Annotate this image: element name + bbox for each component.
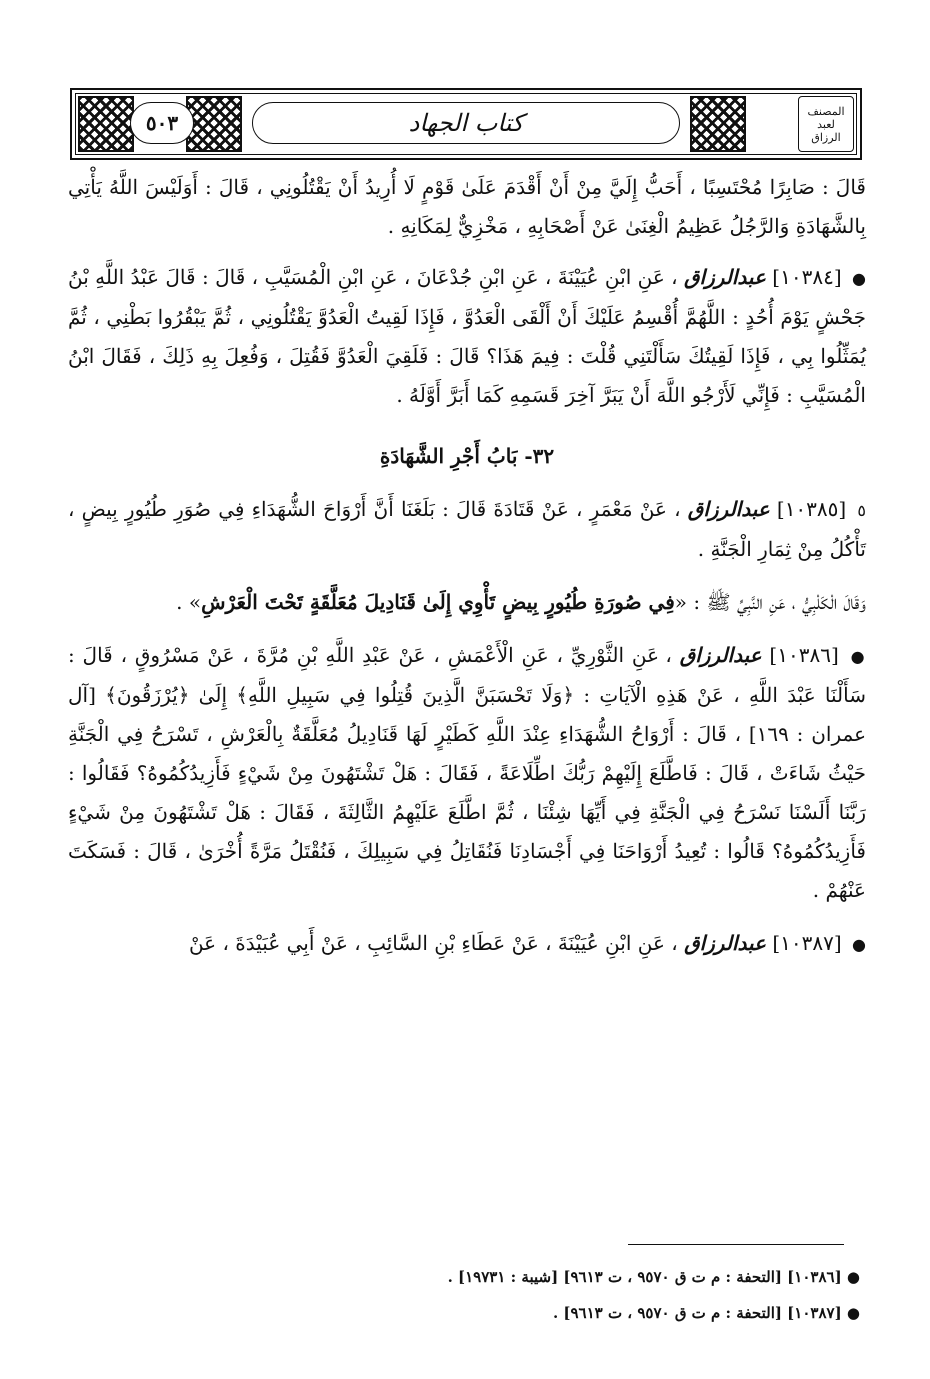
hadith-author: عبدالرزاق — [684, 931, 766, 955]
hadith-text: ، عَنْ مَعْمَرٍ ، عَنْ قَتَادَةَ قَالَ : بَلَغَنَا أَنَّ أَرْوَاحَ الشُّهَدَاءِ فِي صُوَرِ طُيُورٍ بِيضٍ ، تَأْكُلُ مِنْ ثِمَارِ الْجَنَّةِ . — [68, 497, 866, 561]
page-header — [70, 88, 862, 160]
footnote-divider — [628, 1244, 844, 1245]
footnote-10386: ● [١٠٣٨٦] [التحفة : م ت ق ٩٥٧٠ ، ت ٩٦١٣] [شيبة : ١٩٧٣١] . — [447, 1268, 860, 1286]
prophetic-quote: فِي صُورَةِ طُيُورٍ بِيضٍ تَأْوِي إِلَىٰ قَنَادِيلَ مُعَلَّقَةٍ تَحْتَ الْعَرْشِ — [201, 590, 675, 614]
hadith-marker: ٥ — [857, 501, 866, 520]
ornament-right-inner — [690, 96, 746, 152]
paragraph-continuation — [68, 168, 866, 246]
hadith-author: عبدالرزاق — [684, 265, 766, 289]
footnote-10387: ● [١٠٣٨٧] [التحفة : م ت ق ٩٥٧٠ ، ت ٩٦١٣] . — [552, 1304, 860, 1322]
hadith-text: ، عَنِ ابْنِ عُيَيْنَةَ ، عَنْ عَطَاءِ بْنِ السَّائِبِ ، عَنْ أَبِي عُبَيْدَةَ ، عَنْ — [188, 931, 678, 955]
hadith-text: ، عَنِ الثَّوْرِيِّ ، عَنِ الْأَعْمَشِ ، عَنْ عَبْدِ اللَّهِ بْنِ مُرَّةَ ، عَنْ مَسْرُوقٍ ، قَالَ : سَأَلْنَا عَبْدَ اللَّهِ ، عَنْ هَذِهِ الْآيَاتِ : ﴿وَلَا تَحْسَبَنَّ الَّذِينَ قُتِلُوا فِي سَبِيلِ اللَّهِ﴾ إِلَىٰ ﴿يُرْزَقُونَ﴾ [آل عمران : ١٦٩] ، قَالَ : أَرْوَاحُ الشُّهَدَاءِ عِنْدَ اللَّهِ كَطَيْرٍ لَهَا قَنَادِيلُ مُعَلَّقَةٌ بِالْعَرْشِ ، تَسْرَحُ فِي الْجَنَّةِ حَيْثُ شَاءَتْ ، قَالَ : فَاطَّلَعَ إِلَيْهِمْ رَبُّكَ اطِّلَاعَةً ، فَقَالَ : هَلْ تَشْتَهُونَ مِنْ شَيْءٍ فَأَزِيدُكُمُوهُ؟ فَقَالُوا : رَبَّنَا أَلَسْنَا نَسْرَحُ فِي الْجَنَّةِ فِي أَيِّهَا شِئْنَا ، ثُمَّ اطَّلَعَ عَلَيْهِمُ الثَّالِثَةَ ، فَقَالَ : هَلْ تَشْتَهُونَ مِنْ شَيْءٍ فَأَزِيدُكُمُوهُ؟ قَالُوا : تُعِيدُ أَرْوَاحَنَا فِي أَجْسَادِنَا فَنُقَاتِلُ فِي سَبِيلِكَ ، فَنُقْتَلُ مَرَّةً أُخْرَىٰ ، قَالَ : فَسَكَتَ عَنْهُمْ . — [68, 643, 867, 902]
hadith-marker: ● — [852, 935, 866, 954]
book-chapter-title: كتاب الجهاد — [252, 102, 680, 144]
hadith-10387 — [68, 924, 866, 964]
hadith-10386 — [68, 636, 866, 910]
hadith-marker: ● — [852, 269, 867, 288]
hadith-number: [١٠٣٨٧] — [772, 931, 842, 955]
hadith-author: عبدالرزاق — [679, 643, 762, 667]
paragraph-text: قَالَ : صَابِرًا مُحْتَسِبًا ، أَحَبُّ إِلَيَّ مِنْ أَنْ أَقْدَمَ عَلَىٰ قَوْمٍ لَا أُرِيدُ أَنْ يَقْتُلُونِي ، قَالَ : أَوَلَيْسَ اللَّهُ يَأْتِي بِالشَّهَادَةِ وَالرَّجُلُ عَظِيمُ الْغِنَىٰ عَنْ أَصْحَابِهِ ، مَخْزِيٌّ لِمَكَانِهِ . — [68, 175, 866, 238]
hadith-10385 — [68, 490, 866, 569]
main-text — [68, 168, 866, 978]
hadith-10384 — [68, 258, 866, 415]
ornament-left-inner — [186, 96, 242, 152]
hadith-number: [١٠٣٨٥] — [776, 497, 847, 521]
narration-end: » . — [176, 590, 202, 614]
hadith-marker: ● — [850, 647, 867, 666]
narration-intro: وَقَالَ الْكَلْبِيُّ ، عَنِ النَّبِيِّ ﷺ : « — [674, 590, 866, 614]
ornament-left-outer — [78, 96, 134, 152]
kalbi-narration — [68, 583, 866, 622]
hadith-number: [١٠٣٨٦] — [769, 643, 839, 667]
hadith-author: عبدالرزاق — [687, 497, 770, 521]
section-heading: ٣٢- بَابُ أَجْرِ الشَّهَادَةِ — [379, 444, 555, 468]
book-logo: المصنف لعبد الرزاق — [798, 96, 854, 152]
page-number: ٥٠٣ — [130, 102, 194, 144]
hadith-text: ، عَنِ ابْنِ عُيَيْنَةَ ، عَنِ ابْنِ جُدْعَانَ ، عَنِ ابْنِ الْمُسَيَّبِ ، قَالَ : قَالَ عَبْدُ اللَّهِ بْنُ جَحْشٍ يَوْمَ أُحُدٍ : اللَّهُمَّ أُقْسِمُ عَلَيْكَ أَنْ أَلْقَى الْعَدُوَّ ، فَإِذَا لَقِيتُ الْعَدُوَّ يَقْتُلُونِي ، ثُمَّ يَبْقُرُوا بَطْنِي ، ثُمَّ يُمَثِّلُوا بِي ، فَإِذَا لَقِيتُكَ سَأَلْتَنِي قُلْتَ : فِيمَ هَذَا؟ قَالَ : فَلَقِيَ الْعَدُوَّ فَقُتِلَ ، وَفُعِلَ بِهِ ذَلِكَ ، فَقَالَ ابْنُ الْمُسَيَّبِ : فَإِنِّي لَأَرْجُو اللَّهَ أَنْ يَبَرَّ آخِرَ قَسَمِهِ كَمَا أَبَرَّ أَوَّلَهُ . — [68, 265, 866, 407]
hadith-number: [١٠٣٨٤] — [772, 265, 842, 289]
